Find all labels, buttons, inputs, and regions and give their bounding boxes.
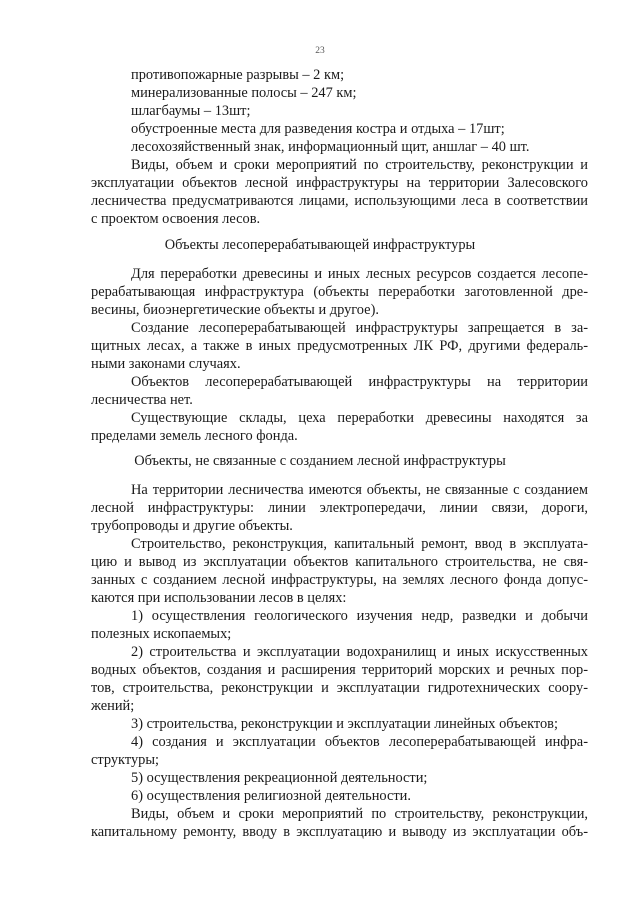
section-heading: Объекты лесоперерабатывающей инфраструктуры	[164, 237, 476, 253]
list-item: 3) строительства, реконструкции и эксплуатации линейных объектов;	[131, 716, 558, 732]
paragraph-line: каются при использовании лесов в целях:	[91, 590, 347, 606]
list-item: минерализованные полосы – 247 км;	[131, 85, 357, 101]
paragraph-line: Объектов лесоперерабатывающей инфраструктуры на территории	[131, 374, 588, 390]
paragraph-line: Для переработки древесины и иных лесных ресурсов создается лесопе-	[131, 266, 588, 282]
paragraph-line: лесничества нет.	[91, 392, 193, 408]
paragraph-line: капитальному ремонту, вводу в эксплуатацию и выводу из эксплуатации объ-	[91, 824, 588, 840]
list-item: полезных ископаемых;	[91, 626, 232, 642]
list-item: тов, строительства, реконструкции и эксплуатации гидротехнических соору-	[91, 680, 588, 696]
paragraph-line: На территории лесничества имеются объекты, не связанные с созданием	[131, 482, 588, 498]
section-heading: Объекты, не связанные с созданием лесной инфраструктуры	[134, 453, 506, 469]
page-number: 23	[315, 46, 325, 56]
paragraph-line: цию и вывод из эксплуатации объектов капитального строительства, не свя-	[91, 554, 588, 570]
paragraph-line: ными законами случаях.	[91, 356, 241, 372]
list-item: 2) строительства и эксплуатации водохранилищ и иных искусственных	[131, 644, 588, 660]
list-item: 4) создания и эксплуатации объектов лесоперерабатывающей инфра-	[131, 734, 588, 750]
paragraph-line: весины, биоэнергетические объекты и другое).	[91, 302, 379, 318]
paragraph-line: лесничества предусматриваются лицами, использующими леса в соответствии	[91, 193, 588, 209]
list-item: 6) осуществления религиозной деятельности.	[131, 788, 411, 804]
paragraph-line: лесной инфраструктуры: линии электропередачи, линии связи, дороги,	[91, 500, 588, 516]
list-item: водных объектов, создания и расширения территорий морских и речных пор-	[91, 662, 588, 678]
list-item: 1) осуществления геологического изучения недр, разведки и добычи	[131, 608, 588, 624]
paragraph-line: занных с созданием лесной инфраструктуры, на землях лесного фонда допус-	[91, 572, 588, 588]
paragraph-line: Существующие склады, цеха переработки древесины находятся за	[131, 410, 588, 426]
paragraph-line: Виды, объем и сроки мероприятий по строительству, реконструкции,	[131, 806, 588, 822]
list-item: лесохозяйственный знак, информационный щит, аншлаг – 40 шт.	[131, 139, 530, 155]
paragraph-line: с проектом освоения лесов.	[91, 211, 261, 227]
paragraph-line: щитных лесах, а также в иных предусмотренных ЛК РФ, другими федераль-	[91, 338, 588, 354]
paragraph-line: пределами земель лесного фонда.	[91, 428, 298, 444]
paragraph-line: Строительство, реконструкция, капитальный ремонт, ввод в эксплуата-	[131, 536, 588, 552]
paragraph-line: эксплуатации объектов лесной инфраструктуры на территории Залесовского	[91, 175, 588, 191]
paragraph-line: трубопроводы и другие объекты.	[91, 518, 293, 534]
list-item: структуры;	[91, 752, 160, 768]
list-item: шлагбаумы – 13шт;	[131, 103, 251, 119]
list-item: обустроенные места для разведения костра и отдыха – 17шт;	[131, 121, 505, 137]
paragraph-line: Виды, объем и сроки мероприятий по строительству, реконструкции и	[131, 157, 588, 173]
list-item: противопожарные разрывы – 2 км;	[131, 67, 345, 83]
paragraph-line: рерабатывающая инфраструктура (объекты переработки заготовленной дре-	[91, 284, 588, 300]
list-item: 5) осуществления рекреационной деятельности;	[131, 770, 428, 786]
paragraph-line: Создание лесоперерабатывающей инфраструктуры запрещается в за-	[131, 320, 588, 336]
list-item: жений;	[91, 698, 135, 714]
